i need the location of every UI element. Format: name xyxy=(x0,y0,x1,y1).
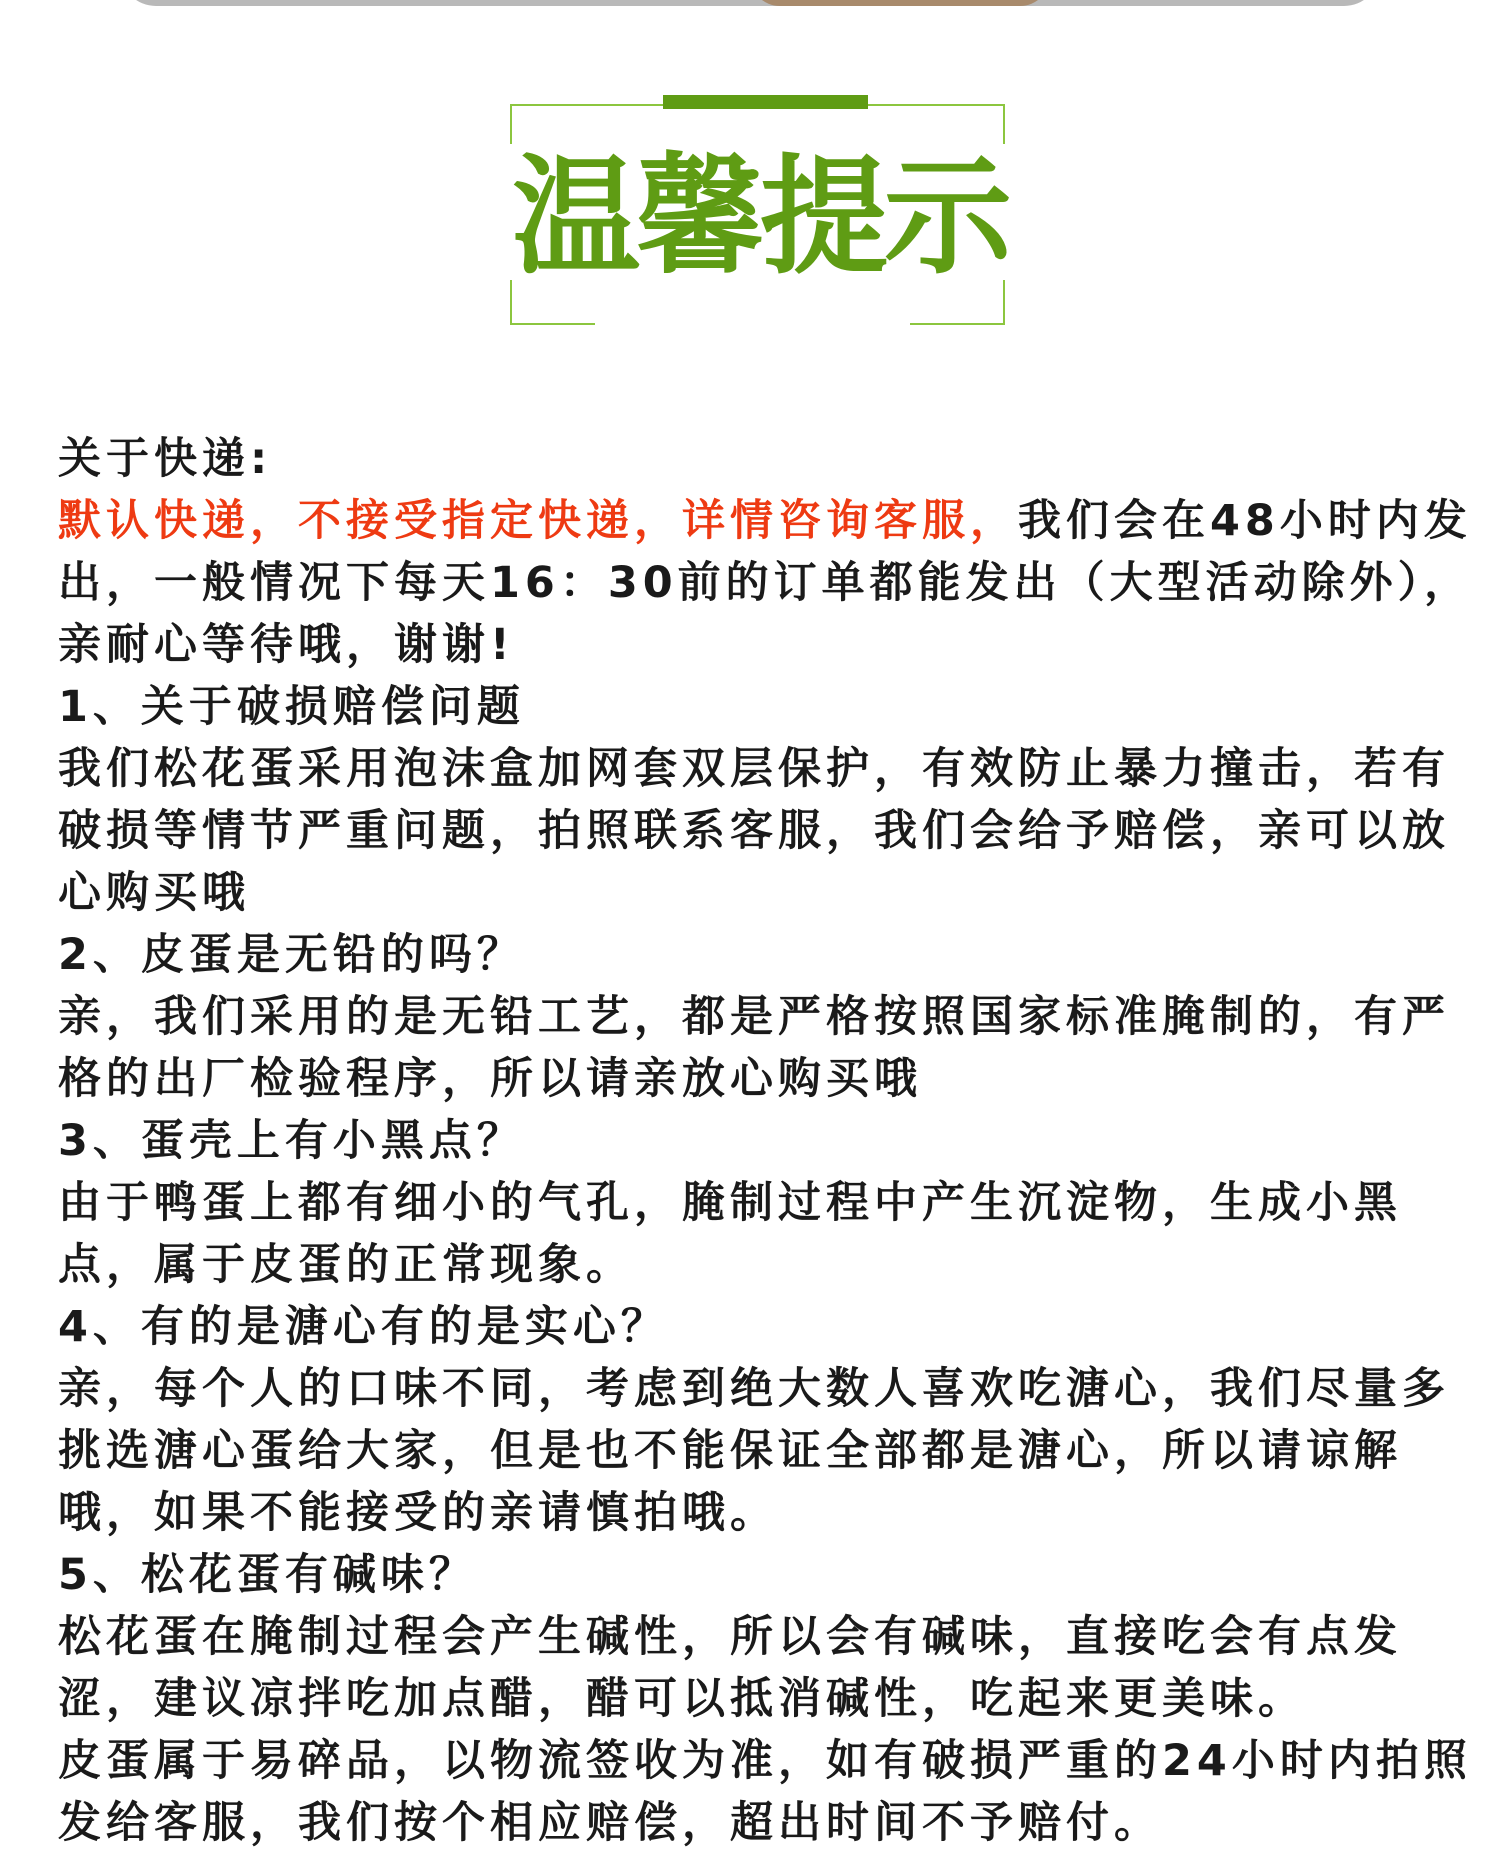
title-frame xyxy=(510,95,1008,325)
faq-answer: 我们松花蛋采用泡沫盒加网套双层保护，有效防止暴力撞击，若有破损等情节严重问题，拍照联系客服，我们会给予赔偿，亲可以放心购买哦 xyxy=(58,744,1450,918)
footer-note: 皮蛋属于易碎品，以物流签收为准，如有破损严重的24小时内拍照发给客服，我们按个相应赔偿，超出时间不予赔付。 xyxy=(58,1736,1472,1848)
frame-line xyxy=(910,323,1005,325)
product-photo-edge xyxy=(120,0,1380,6)
frame-line xyxy=(510,323,595,325)
faq-question: 3、蛋壳上有小黑点？ xyxy=(58,1116,525,1166)
shipping-paragraph xyxy=(58,490,1478,676)
faq-answer: 松花蛋在腌制过程会产生碱性，所以会有碱味，直接吃会有点发涩，建议凉拌吃加点醋，醋可以抵消碱性，吃起来更美味。 xyxy=(58,1612,1402,1724)
faq-question: 2、皮蛋是无铅的吗？ xyxy=(58,930,525,980)
faq-answer: 亲，每个人的口味不同，考虑到绝大数人喜欢吃溏心，我们尽量多挑选溏心蛋给大家，但是也不能保证全部都是溏心，所以请谅解哦，如果不能接受的亲请慎拍哦。 xyxy=(58,1364,1450,1538)
faq-answer: 由于鸭蛋上都有细小的气孔，腌制过程中产生沉淀物，生成小黑点，属于皮蛋的正常现象。 xyxy=(58,1178,1402,1290)
shipping-highlight: 默认快递，不接受指定快递，详情咨询客服， xyxy=(58,496,1018,546)
faq-question: 5、松花蛋有碱味？ xyxy=(58,1550,477,1600)
shipping-detail: 我们会在48小时内发出，一般情况下每天16：30前的订单都能发出（大型活动除外），亲耐心等待哦，谢谢! xyxy=(58,496,1473,670)
page-title: 温馨提示 xyxy=(511,143,1008,292)
frame-line xyxy=(510,104,663,106)
frame-top-bar xyxy=(663,95,868,109)
frame-line xyxy=(868,104,1005,106)
shipping-heading: 关于快递: xyxy=(58,434,273,484)
frame-line xyxy=(1003,104,1005,144)
faq-answer: 亲，我们采用的是无铅工艺，都是严格按照国家标准腌制的，有严格的出厂检验程序，所以请亲放心购买哦 xyxy=(58,992,1450,1104)
faq-question: 1、关于破损赔偿问题 xyxy=(58,682,525,732)
notice-content xyxy=(58,428,1478,1854)
frame-line xyxy=(510,104,512,144)
faq-question: 4、有的是溏心有的是实心？ xyxy=(58,1302,669,1352)
